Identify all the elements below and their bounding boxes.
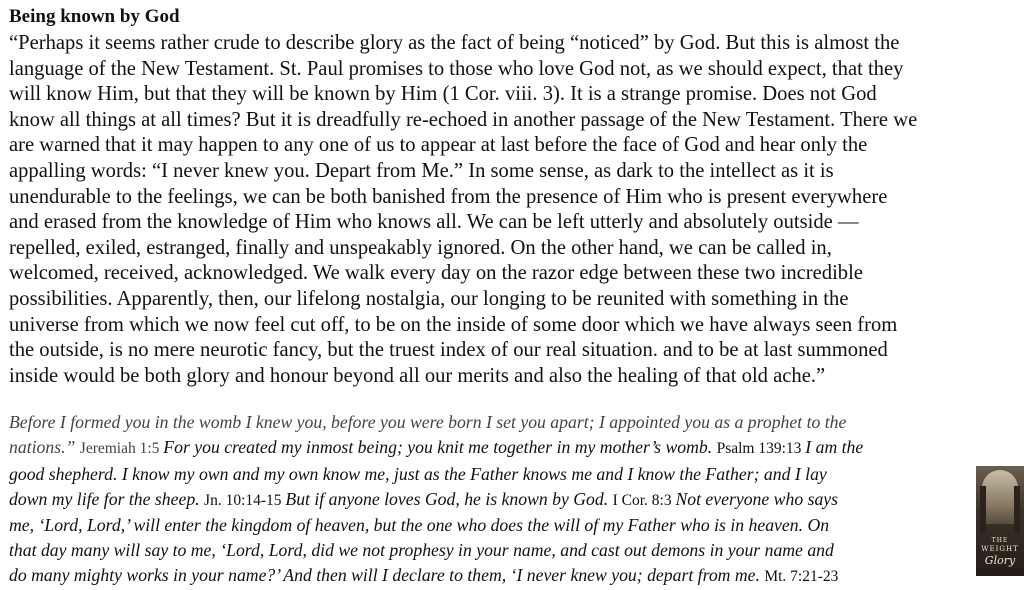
scripture-text-jeremiah: Before I formed you in the womb I knew you, before you were born I set you apart; I appointed you as a prophet to the nations.” <box>9 412 847 458</box>
lewis-quote: “Perhaps it seems rather crude to describe glory as the fact of being “noticed” by God. But this is almost the language of the New Testament. St. Paul promises to those who love God not, as we should expect, that they will know Him, but that they will be known by Him (1 Cor. viii. 3). It is a strange promise. Does not God know all things at all times? But it is dreadfully re-echoed in another passage of the New Testament. There we are warned that it may happen to any one of us to appear at last before the face of God and hear only the appalling words: “I never knew you. Depart from Me.” In some sense, as dark to the intellect as it is unendurable to the feelings, we can be both banished from the presence of Him who is present everywhere and erased from the knowledge of Him who knows all. We can be left utterly and absolutely outside — repelled, exiled, estranged, finally and unspeakably ignored. On the other hand, we can be called in, welcomed, received, acknowledged. We walk every day on the razor edge between these two incredible possibilities. Apparently, then, our lifelong nostalgia, our longing to be reunited with something in the universe from which we now feel cut off, to be on the inside of some door which we have always seen from the outside, is no mere neurotic fancy, but the truest index of our real situation. and to be at last summoned inside would be both glory and honour beyond all our merits and also the healing of that old ache.” <box>9 32 918 387</box>
pillar-left <box>980 486 986 534</box>
pillar-right <box>1014 486 1020 534</box>
book-title-weight: WEIGHT <box>981 545 1019 553</box>
scripture-ref-john: Jn. 10:14-15 <box>204 491 286 509</box>
scripture-text-john: I am the good shepherd. I know my own and my own know me, just as the Father knows me and I know the Father; and I lay down my life for the sheep. <box>9 437 864 509</box>
scripture-text-psalm: For you created my inmost being; you knit me together in my mother’s womb. <box>163 437 717 458</box>
scripture-ref-psalm: Psalm 139:13 <box>716 440 806 458</box>
scripture-ref-corinthians: I Cor. 8:3 <box>612 491 676 509</box>
scripture-passages <box>9 385 1009 590</box>
book-title-glory: Glory <box>984 554 1016 567</box>
book-title-the: THE <box>991 537 1009 544</box>
scripture-text-matthew: Not everyone who says me, ‘Lord, Lord,’ will enter the kingdom of heaven, but the one who does the will of my Father who is in heaven. On that day many will say to me, ‘Lord, Lord, did we not prophesy in your name, and cast out demons in your name and do many mighty works in your name?’ And then will I declare to them, ‘I never knew you; depart from me. <box>9 488 839 586</box>
book-cover-thumbnail <box>976 466 1024 576</box>
cathedral-arch-image <box>982 470 1018 524</box>
scripture-text-corinthians: But if anyone loves God, he is known by God. <box>285 488 613 509</box>
scripture-ref-jeremiah: Jeremiah 1:5 <box>79 440 164 458</box>
scripture-ref-matthew: Mt. 7:21-23 <box>764 568 839 586</box>
slide-title: Being known by God <box>9 6 180 27</box>
